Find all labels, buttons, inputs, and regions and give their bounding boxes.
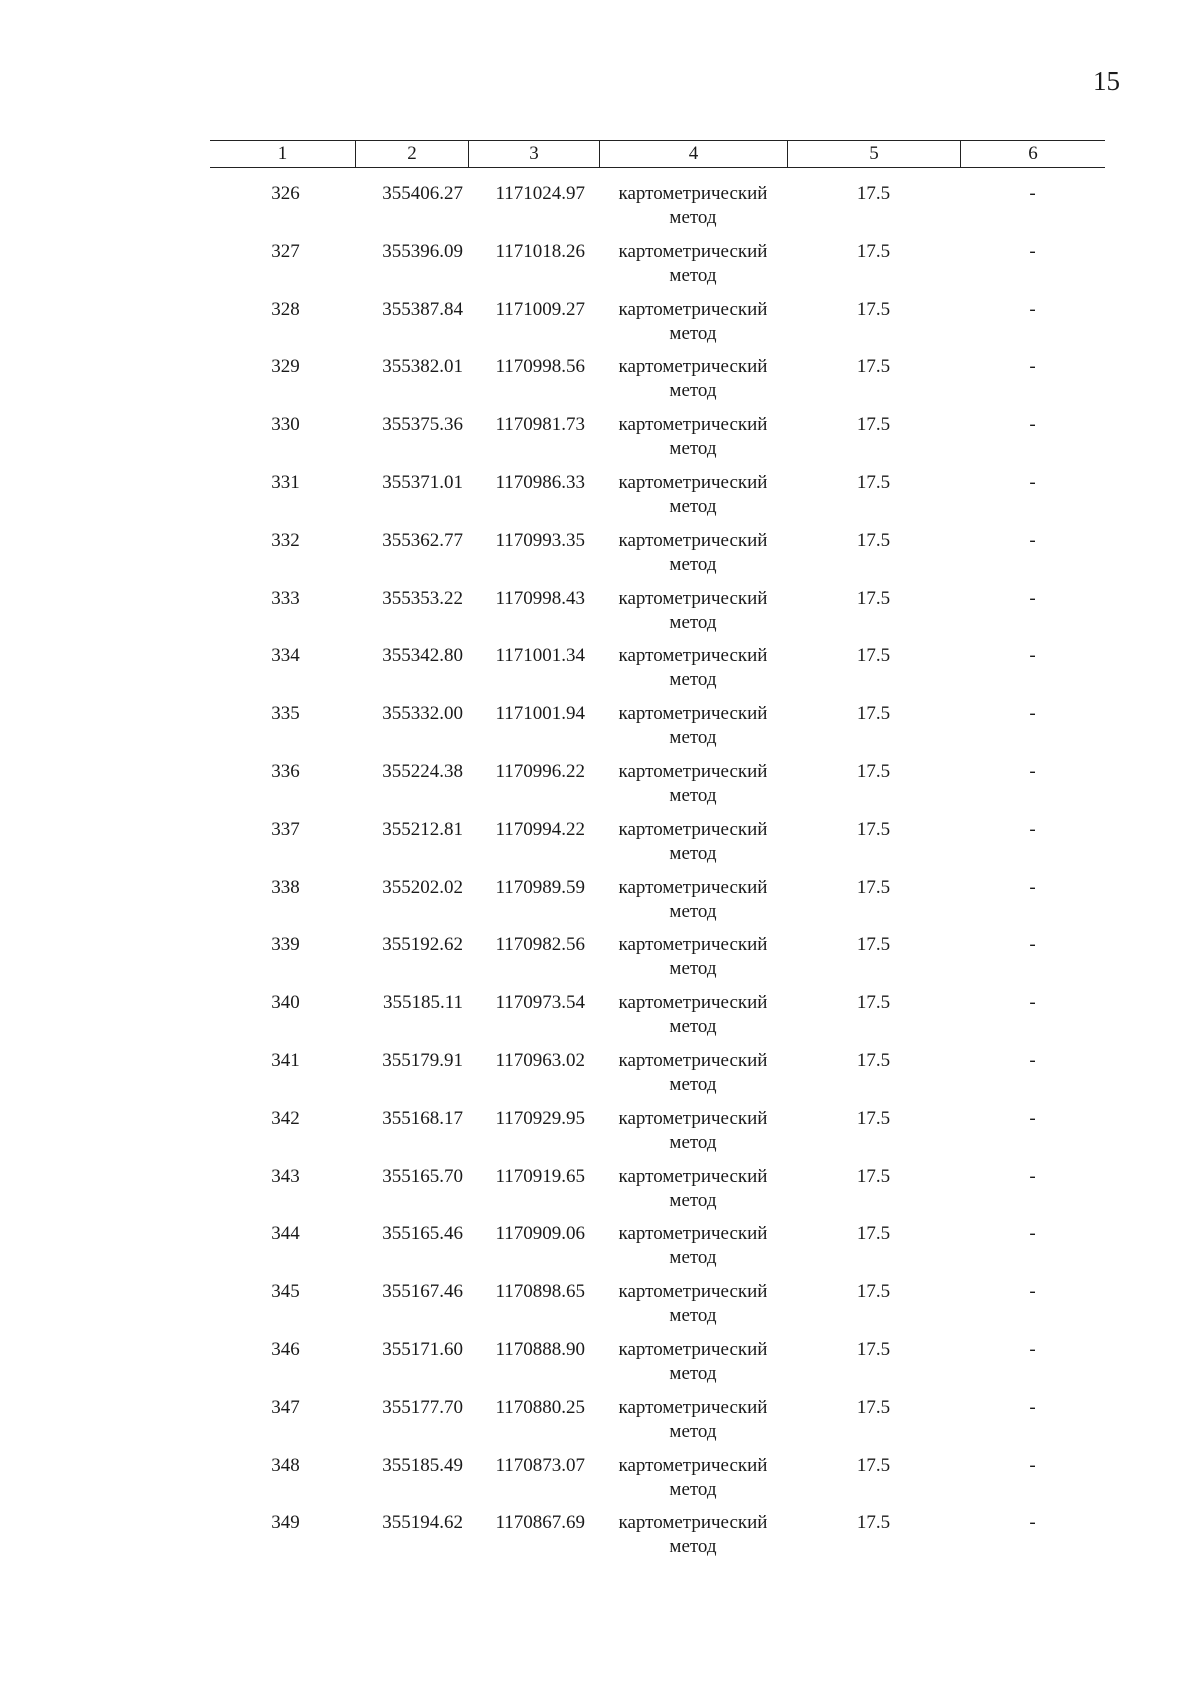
method-cell [599,471,787,529]
table-row [210,818,1105,876]
note-cell: - [1029,1165,1036,1187]
point-number-cell: 328 [271,298,300,320]
method-line-2: метод [669,495,717,517]
accuracy-cell: 17.5 [856,1454,891,1476]
method-line-2: метод [669,1536,717,1558]
method-line-2: метод [669,380,717,402]
method-line-2: метод [669,1247,717,1269]
table-header [210,140,1105,168]
x-coordinate-cell: 355332.00 [382,703,463,725]
accuracy-cell: 17.5 [856,183,891,204]
accuracy-cell: 17.5 [856,934,891,956]
x-coordinate-cell: 355382.01 [382,356,463,378]
x-coordinate-cell: 355406.27 [382,183,463,204]
accuracy-cell: 17.5 [856,703,891,725]
method-line-2: метод [669,842,717,864]
method-line-1: картометрический [618,876,768,898]
note-cell: - [1029,356,1036,378]
accuracy-cell: 17.5 [856,1165,891,1187]
method-cell [599,1222,787,1280]
y-coordinate-cell: 1170888.90 [495,1338,585,1360]
note-cell: - [1029,471,1036,493]
table-row [210,760,1105,818]
point-number-cell: 327 [271,240,300,262]
y-coordinate-cell: 1170982.56 [495,934,585,956]
note-cell: - [1029,298,1036,320]
y-coordinate-cell: 1171024.97 [495,183,585,204]
x-coordinate-cell: 355194.62 [382,1512,463,1534]
point-number-cell: 332 [271,529,300,551]
accuracy-cell: 17.5 [856,356,891,378]
table-row [210,1396,1105,1454]
table-row [210,702,1105,760]
method-line-2: метод [669,438,717,460]
y-coordinate-cell: 1170994.22 [495,818,585,840]
method-cell [599,1396,787,1454]
method-line-2: метод [669,1478,717,1500]
table-row [210,991,1105,1049]
x-coordinate-cell: 355202.02 [382,876,463,898]
y-coordinate-cell: 1170998.43 [495,587,585,609]
method-line-2: метод [669,1362,717,1384]
point-number-cell: 342 [271,1107,300,1129]
table-row [210,182,1105,240]
note-cell: - [1029,992,1036,1014]
method-cell [599,1107,787,1165]
method-cell [599,1280,787,1338]
method-cell [599,529,787,587]
table-row [210,1338,1105,1396]
point-number-cell: 330 [271,414,300,436]
table-row [210,644,1105,702]
accuracy-cell: 17.5 [856,1107,891,1129]
note-cell: - [1029,240,1036,262]
page-number: 15 [1093,66,1120,96]
point-number-cell: 338 [271,876,300,898]
y-coordinate-cell: 1170880.25 [495,1396,585,1418]
note-cell: - [1029,414,1036,436]
method-cell [599,760,787,818]
accuracy-cell: 17.5 [856,298,891,320]
y-coordinate-cell: 1170867.69 [495,1512,585,1534]
note-cell: - [1029,760,1036,782]
note-cell: - [1029,876,1036,898]
accuracy-cell: 17.5 [856,471,891,493]
note-cell: - [1029,1107,1036,1129]
method-line-1: картометрический [618,760,768,782]
point-number-cell: 331 [271,471,300,493]
column-header-2: 2 [355,141,468,167]
column-header-4: 4 [599,141,787,167]
method-line-1: картометрический [618,1223,768,1245]
y-coordinate-cell: 1170919.65 [495,1165,585,1187]
column-header-6: 6 [960,141,1105,167]
column-header-1: 1 [277,143,288,164]
point-number-cell: 329 [271,356,300,378]
y-coordinate-cell: 1170981.73 [495,414,585,436]
method-line-1: картометрический [618,1049,768,1071]
method-cell [599,644,787,702]
method-line-1: картометрический [618,1281,768,1303]
point-number-cell: 348 [271,1454,300,1476]
column-header-3: 3 [468,141,599,167]
x-coordinate-cell: 355353.22 [382,587,463,609]
note-cell: - [1029,1396,1036,1418]
accuracy-cell: 17.5 [856,760,891,782]
y-coordinate-cell: 1170989.59 [495,876,585,898]
method-cell [599,876,787,934]
point-number-cell: 334 [271,645,300,667]
method-line-1: картометрический [618,183,768,204]
note-cell: - [1029,183,1036,204]
x-coordinate-cell: 355362.77 [382,529,463,551]
point-number-cell: 337 [271,818,300,840]
note-cell: - [1029,1454,1036,1476]
y-coordinate-cell: 1171018.26 [495,240,585,262]
method-line-1: картометрический [618,1165,768,1187]
method-line-1: картометрический [618,298,768,320]
method-line-1: картометрический [618,471,768,493]
y-coordinate-cell: 1170898.65 [495,1281,585,1303]
y-coordinate-cell: 1170996.22 [495,760,585,782]
accuracy-cell: 17.5 [856,1049,891,1071]
note-cell: - [1029,1223,1036,1245]
y-coordinate-cell: 1170909.06 [495,1223,585,1245]
method-line-1: картометрический [618,1512,768,1534]
method-line-1: картометрический [618,1454,768,1476]
y-coordinate-cell: 1170993.35 [495,529,585,551]
note-cell: - [1029,703,1036,725]
method-cell [599,240,787,298]
y-coordinate-cell: 1170986.33 [495,471,585,493]
method-cell [599,413,787,471]
method-line-2: метод [669,1073,717,1095]
method-cell [599,702,787,760]
table-row [210,1222,1105,1280]
method-line-2: метод [669,1305,717,1327]
note-cell: - [1029,934,1036,956]
accuracy-cell: 17.5 [856,1396,891,1418]
x-coordinate-cell: 355212.81 [382,818,463,840]
x-coordinate-cell: 355185.49 [382,1454,463,1476]
method-cell [599,587,787,645]
method-cell [599,991,787,1049]
x-coordinate-cell: 355167.46 [382,1281,463,1303]
note-cell: - [1029,529,1036,551]
point-number-cell: 349 [271,1512,300,1534]
method-line-1: картометрический [618,934,768,956]
method-line-2: метод [669,1016,717,1038]
method-line-2: метод [669,1131,717,1153]
y-coordinate-cell: 1171001.94 [495,703,585,725]
method-line-1: картометрический [618,1107,768,1129]
note-cell: - [1029,818,1036,840]
table-row [210,1107,1105,1165]
table-row [210,1049,1105,1107]
method-cell [599,818,787,876]
method-cell [599,933,787,991]
point-number-cell: 347 [271,1396,300,1418]
table-row [210,413,1105,471]
x-coordinate-cell: 355387.84 [382,298,463,320]
method-line-1: картометрический [618,1396,768,1418]
accuracy-cell: 17.5 [856,414,891,436]
table-row [210,587,1105,645]
point-number-cell: 346 [271,1338,300,1360]
method-line-2: метод [669,322,717,344]
method-line-2: метод [669,553,717,575]
method-cell [599,1165,787,1223]
table-row [210,529,1105,587]
point-number-cell: 333 [271,587,300,609]
accuracy-cell: 17.5 [856,1281,891,1303]
y-coordinate-cell: 1170929.95 [495,1107,585,1129]
x-coordinate-cell: 355177.70 [382,1396,463,1418]
method-cell [599,355,787,413]
point-number-cell: 341 [271,1049,300,1071]
point-number-cell: 339 [271,934,300,956]
accuracy-cell: 17.5 [856,645,891,667]
method-line-1: картометрический [618,587,768,609]
method-line-2: метод [669,611,717,633]
table-row [210,355,1105,413]
x-coordinate-cell: 355168.17 [382,1107,463,1129]
accuracy-cell: 17.5 [856,1223,891,1245]
table-row [210,240,1105,298]
method-cell [599,1049,787,1107]
note-cell: - [1029,1512,1036,1534]
accuracy-cell: 17.5 [856,240,891,262]
point-number-cell: 335 [271,703,300,725]
x-coordinate-cell: 355342.80 [382,645,463,667]
point-number-cell: 344 [271,1223,300,1245]
note-cell: - [1029,1281,1036,1303]
method-line-1: картометрический [618,1338,768,1360]
method-line-2: метод [669,1420,717,1442]
x-coordinate-cell: 355165.70 [382,1165,463,1187]
table-row [210,471,1105,529]
table-body [210,182,1105,1569]
method-line-2: метод [669,900,717,922]
y-coordinate-cell: 1170998.56 [495,356,585,378]
point-number-cell: 343 [271,1165,300,1187]
table-row [210,933,1105,991]
y-coordinate-cell: 1171001.34 [495,645,585,667]
method-cell [599,1338,787,1396]
point-number-cell: 326 [271,183,300,204]
method-line-2: метод [669,727,717,749]
x-coordinate-cell: 355171.60 [382,1338,463,1360]
method-line-2: метод [669,264,717,286]
y-coordinate-cell: 1171009.27 [495,298,585,320]
accuracy-cell: 17.5 [856,587,891,609]
x-coordinate-cell: 355179.91 [382,1049,463,1071]
table-row [210,1454,1105,1512]
x-coordinate-cell: 355224.38 [382,760,463,782]
point-number-cell: 336 [271,760,300,782]
note-cell: - [1029,1338,1036,1360]
accuracy-cell: 17.5 [856,992,891,1014]
method-line-2: метод [669,784,717,806]
x-coordinate-cell: 355375.36 [382,414,463,436]
x-coordinate-cell: 355185.11 [382,992,463,1014]
method-line-2: метод [669,207,717,228]
table-row [210,298,1105,356]
method-line-1: картометрический [618,356,768,378]
method-line-1: картометрический [618,703,768,725]
x-coordinate-cell: 355165.46 [382,1223,463,1245]
y-coordinate-cell: 1170963.02 [495,1049,585,1071]
y-coordinate-cell: 1170973.54 [495,992,585,1014]
note-cell: - [1029,1049,1036,1071]
x-coordinate-cell: 355371.01 [382,471,463,493]
x-coordinate-cell: 355192.62 [382,934,463,956]
method-line-1: картометрический [618,414,768,436]
column-header-5: 5 [787,141,960,167]
table-row [210,876,1105,934]
method-line-2: метод [669,958,717,980]
table-row [210,1280,1105,1338]
note-cell: - [1029,587,1036,609]
method-line-1: картометрический [618,529,768,551]
x-coordinate-cell: 355396.09 [382,240,463,262]
method-cell [599,298,787,356]
point-number-cell: 340 [271,992,300,1014]
method-cell [599,1454,787,1512]
method-cell [599,182,787,240]
method-cell [599,1511,787,1569]
method-line-1: картометрический [618,240,768,262]
point-number-cell: 345 [271,1281,300,1303]
method-line-2: метод [669,669,717,691]
table-row [210,1165,1105,1223]
accuracy-cell: 17.5 [856,529,891,551]
note-cell: - [1029,645,1036,667]
accuracy-cell: 17.5 [856,818,891,840]
accuracy-cell: 17.5 [856,1512,891,1534]
method-line-1: картометрический [618,992,768,1014]
method-line-1: картометрический [618,645,768,667]
y-coordinate-cell: 1170873.07 [495,1454,585,1476]
accuracy-cell: 17.5 [856,876,891,898]
method-line-1: картометрический [618,818,768,840]
method-line-2: метод [669,1189,717,1211]
accuracy-cell: 17.5 [856,1338,891,1360]
table-row [210,1511,1105,1569]
